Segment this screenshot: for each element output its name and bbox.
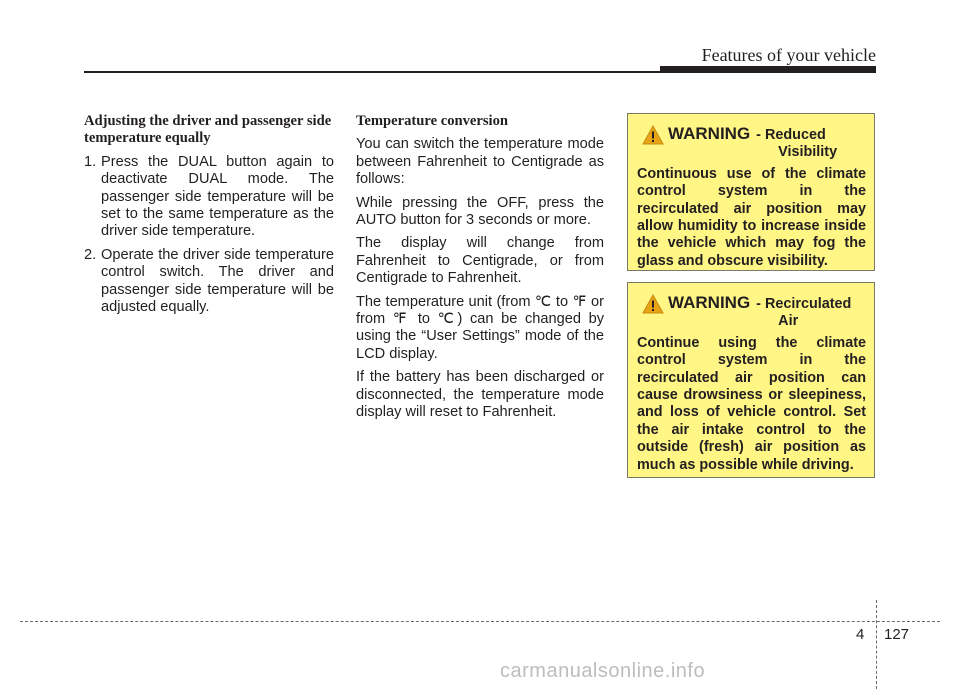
paragraph: While pressing the OFF, press the AUTO button for 3 seconds or more. [356,194,604,229]
page-number: 127 [884,626,910,643]
footer-rule [20,621,940,622]
warning-subtitle [756,124,837,162]
warning-subtitle-line2: Visibility [778,144,838,161]
warning-subtitle-line1: - Recirculated [756,296,852,312]
chapter-number: 4 [856,626,865,643]
step-number: 1. [84,153,97,170]
page-number-separator [876,600,877,689]
step-number: 2. [84,246,97,263]
section-heading: Adjusting the driver and passenger side temperature equally [84,113,332,147]
paragraph: The display will change from Fahrenheit to Centigrade, or from Centigrade to Fahrenheit. [356,235,604,287]
step-text: Press the DUAL button again to deactivate DUAL mode. The passenger side temperature will be set to the same temperature as the driver side temperature. [101,153,334,240]
warning-subtitle-line1: - Reduced [756,127,826,143]
watermark: carmanualsonline.info [500,660,706,682]
paragraph: You can switch the temperature mode between Fahrenheit to Centigrade as follows: [356,136,604,188]
middle-column [356,113,604,428]
list-item [84,247,334,317]
list-item [84,154,334,241]
warning-subtitle [756,293,851,331]
section-heading: Temperature conversion [356,113,509,129]
warning-body: Continue using the climate control system in the recirculated air position can cause drowsiness or sleepiness, and loss of vehicle control. Set the air intake control to the outside (fresh) air position as much as possible while driving. [637,334,866,473]
warning-box-reduced-visibility [627,113,875,271]
warning-triangle-icon [642,294,664,314]
warning-label: WARNING [668,293,751,312]
warning-triangle-icon [642,125,664,145]
warning-subtitle-line2: Air [778,313,799,330]
step-text: Operate the driver side temperature control switch. The driver and passenger side temperature will be adjusted equally. [101,246,334,316]
paragraph: If the battery has been discharged or disconnected, the temperature mode display will reset to Fahrenheit. [356,369,604,421]
warning-header [637,124,866,162]
section-title: Features of your vehicle [701,45,876,65]
warning-box-recirculated-air [627,282,875,478]
steps-list [84,154,334,317]
warning-label: WARNING [668,124,751,143]
warning-body: Continuous use of the climate control system in the recirculated air position may allow humidity to increase inside the vehicle which may fog the glass and obscure visibility. [637,165,866,269]
paragraph: The temperature unit (from ℃ to ℉ or from ℉ to ℃) can be changed by using the “User Settings” mode of the LCD display. [356,293,604,362]
header-rule-accent [660,66,876,73]
warning-header [637,293,866,331]
left-column [84,113,334,322]
